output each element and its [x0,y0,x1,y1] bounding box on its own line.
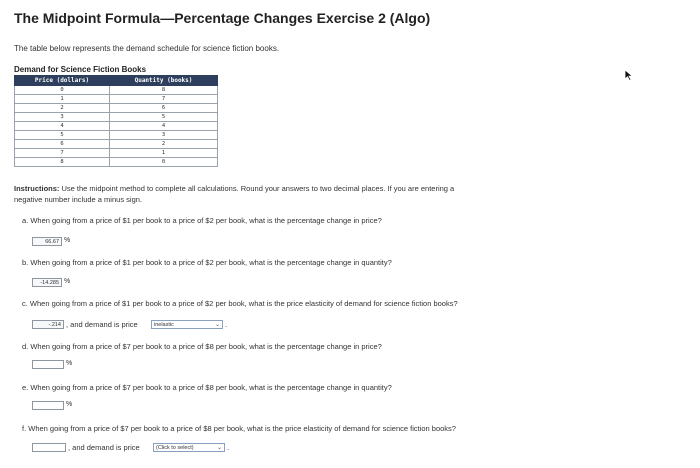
instructions [14,184,454,193]
table-row [15,104,218,113]
table-row [15,149,218,158]
table-row [15,122,218,131]
answer-d-input[interactable] [32,360,64,369]
quantity-cell: 3 [110,131,218,140]
instructions-line-1: Use the midpoint method to complete all calculations. Round your answers to two decimal places. If you are entering a [59,184,455,193]
quantity-cell: 6 [110,104,218,113]
price-cell: 5 [15,131,110,140]
demand-is-price-label-f: , and demand is price [68,443,140,452]
quantity-cell: 8 [110,86,218,95]
table-row [15,140,218,149]
quantity-cell: 0 [110,158,218,167]
price-cell: 0 [15,86,110,95]
percent-sign-a: % [64,237,71,244]
price-cell: 8 [15,158,110,167]
question-c-text: c. When going from a price of $1 per book to a price of $2 per book, what is the price elasticity of demand for science fiction books? [22,299,458,308]
table-row [15,113,218,122]
question-f-text: f. When going from a price of $7 per book to a price of $8 per book, what is the price elasticity of demand for science fiction books? [22,424,456,433]
instructions-label: Instructions: [14,184,60,193]
price-column-header: Price (dollars) [15,76,110,86]
quantity-cell: 1 [110,149,218,158]
table-row [15,158,218,167]
answer-f-input[interactable] [32,443,66,452]
percent-sign-d: % [66,360,73,367]
elasticity-select-f[interactable] [153,443,225,452]
quantity-cell: 5 [110,113,218,122]
table-row [15,131,218,140]
question-a-text: a. When going from a price of $1 per book to a price of $2 per book, what is the percentage change in price? [22,216,382,225]
chevron-down-icon: ⌄ [214,322,220,328]
quantity-cell: 2 [110,140,218,149]
table-caption: Demand for Science Fiction Books [14,65,147,74]
period-c: . [225,320,228,329]
demand-table [14,75,218,167]
elasticity-select-f-value: (Click to select) [156,445,194,451]
answer-b-input[interactable]: -14.285 [32,278,62,287]
answer-e-input[interactable] [32,401,64,410]
demand-is-price-label-c: , and demand is price [66,320,138,329]
question-d-text: d. When going from a price of $7 per book to a price of $8 per book, what is the percentage change in price? [22,342,382,351]
answer-a-input[interactable]: 66.67 [32,237,62,246]
chevron-down-icon: ⌄ [216,445,222,451]
price-cell: 6 [15,140,110,149]
intro-text: The table below represents the demand schedule for science fiction books. [14,44,280,53]
elasticity-select-c[interactable] [151,320,223,329]
answer-c-input[interactable]: -.214 [32,320,64,329]
price-cell: 2 [15,104,110,113]
table-row [15,95,218,104]
question-e-text: e. When going from a price of $7 per book to a price of $8 per book, what is the percentage change in quantity? [22,383,392,392]
price-cell: 3 [15,113,110,122]
price-cell: 1 [15,95,110,104]
page-title: The Midpoint Formula—Percentage Changes Exercise 2 (Algo) [14,10,431,26]
percent-sign-e: % [66,401,73,408]
instructions-line-2: negative number include a minus sign. [14,195,142,204]
price-cell: 4 [15,122,110,131]
quantity-cell: 7 [110,95,218,104]
period-f: . [227,443,230,452]
quantity-cell: 4 [110,122,218,131]
quantity-column-header: Quantity (books) [110,76,218,86]
table-row [15,86,218,95]
elasticity-select-c-value: inelastic [154,322,174,328]
price-cell: 7 [15,149,110,158]
question-b-text: b. When going from a price of $1 per book to a price of $2 per book, what is the percentage change in quantity? [22,258,392,267]
percent-sign-b: % [64,278,71,285]
